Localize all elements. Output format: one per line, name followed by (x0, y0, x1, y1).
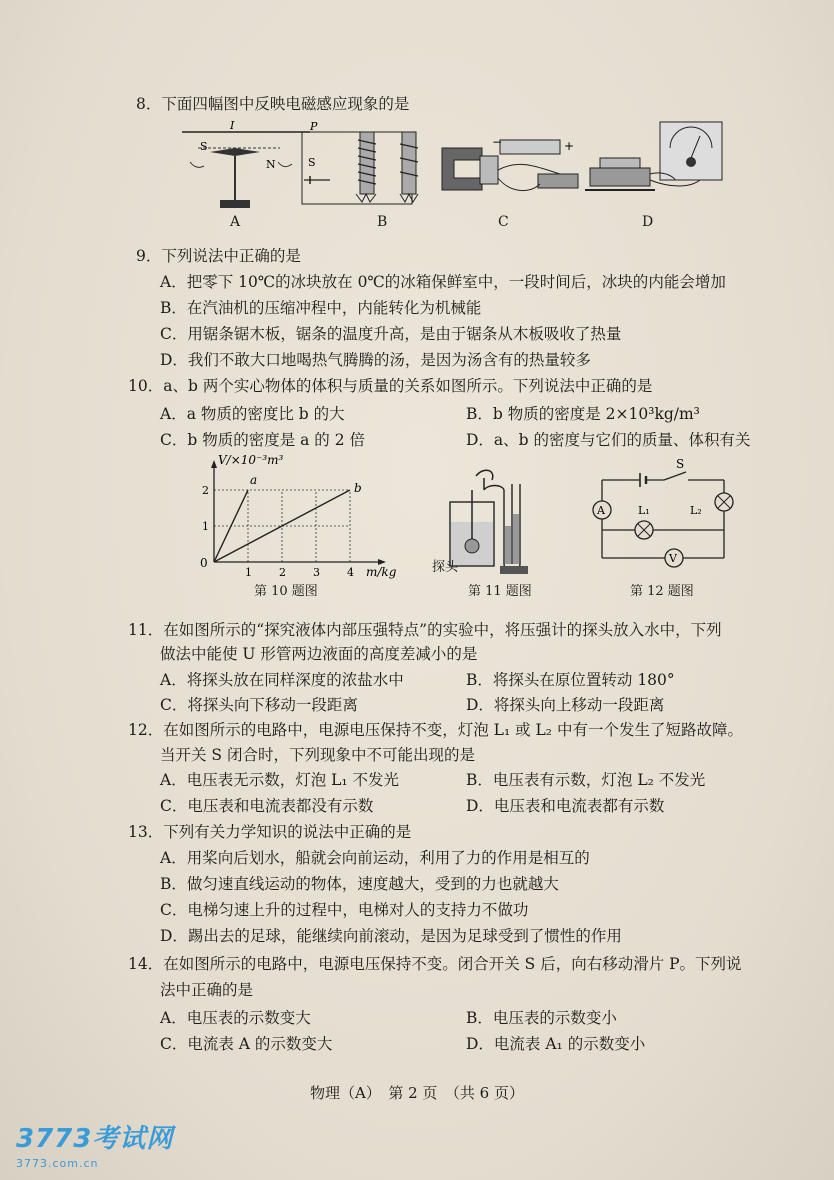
fig12-l1-label: L₁ (638, 504, 650, 517)
q12-option-c: C．电压表和电流表都没有示数 (160, 797, 374, 815)
q8-slider-p: P (310, 120, 318, 133)
fig12-lamp-l1 (635, 521, 653, 539)
fig10-series-label-a: a (250, 473, 258, 487)
svg-text:−: − (492, 135, 503, 149)
watermark-logo (16, 1118, 173, 1170)
q8-label-b: B (377, 214, 388, 230)
fig10-x-tick-label: 1 (245, 566, 252, 579)
fig10-y-axis-label: V/×10⁻³m³ (218, 453, 284, 467)
q8-stem: 8．下面四幅图中反映电磁感应现象的是 (136, 95, 410, 113)
fig12-caption: 第 12 题图 (630, 584, 694, 599)
q13-option-a: A．用桨向后划水，船就会向前运动，利用了力的作用是相互的 (160, 849, 590, 867)
q14-stem-line1: 14．在如图所示的电路中，电源电压保持不变。闭合开关 S 后，向右移动滑片 P。下列说 (128, 955, 742, 973)
q8-figures (180, 118, 740, 218)
q9-option-a: A．把零下 10℃的冰块放在 0℃的冰箱保鲜室中，一段时间后，冰块的内能会增加 (160, 273, 726, 291)
fig12-lamp-l2 (715, 493, 733, 511)
q13-option-d: D．踢出去的足球，能继续向前滚动，是因为足球受到了惯性的作用 (160, 927, 622, 945)
q10-option-b: B．b 物质的密度是 2×10³kg/m³ (466, 405, 700, 423)
q11-stem-line2: 做法中能使 U 形管两边液面的高度差减小的是 (160, 645, 478, 663)
q13-stem: 13．下列有关力学知识的说法中正确的是 (128, 823, 412, 841)
q14-option-b: B．电压表的示数变小 (466, 1009, 617, 1027)
q11-option-c: C．将探头向下移动一段距离 (160, 696, 358, 714)
q9-option-c: C．用锯条锯木板，锯条的温度升高，是由于锯条从木板吸收了热量 (160, 325, 622, 343)
q8-switch-s: S (308, 156, 316, 169)
watermark-url: 3773.com.cn (16, 1157, 99, 1170)
q10-option-c: C．b 物质的密度是 a 的 2 倍 (160, 431, 366, 449)
q14-stem-line2: 法中正确的是 (160, 981, 254, 999)
q11-stem-line1: 11．在如图所示的“探究液体内部压强特点”的实验中，将压强计的探头放入水中，下列 (128, 621, 722, 639)
fig12-voltmeter-label: V (669, 552, 677, 565)
q12-option-a: A．电压表无示数，灯泡 L₁ 不发光 (160, 771, 400, 789)
fig10-x-axis-label: m/kg (366, 565, 397, 579)
fig10-y-tick-label: 2 (202, 484, 209, 497)
fig12-l2-label: L₂ (690, 504, 702, 517)
fig11-caption: 第 11 题图 (468, 584, 532, 599)
q8-figure-a (182, 119, 310, 208)
q13-option-b: B．做匀速直线运动的物体，速度越大，受到的力也就越大 (160, 875, 559, 893)
fig10-tick-labels (202, 484, 354, 579)
q8-figure-b (302, 120, 418, 204)
svg-text:+: + (564, 139, 575, 153)
fig10-x-tick-label: 4 (347, 566, 354, 579)
q12-option-b: B．电压表有示数，灯泡 L₂ 不发光 (466, 771, 706, 789)
q8-figure-c (442, 135, 578, 191)
q8-label-d: D (642, 214, 654, 230)
q12-option-d: D．电压表和电流表都有示数 (466, 797, 665, 815)
q9-option-d: D．我们不敢大口地喝热气腾腾的汤，是因为汤含有的热量较多 (160, 351, 591, 369)
q10-option-a: A．a 物质的密度比 b 的大 (160, 405, 345, 423)
fig12-circuit (588, 456, 738, 580)
fig10-y-arrow (211, 460, 217, 468)
q11-option-a: A．将探头放在同样深度的浓盐水中 (160, 671, 404, 689)
q11-option-b: B．将探头在原位置转动 180° (466, 671, 675, 689)
q8-figure-d (585, 122, 722, 190)
fig10-caption: 第 10 题图 (254, 584, 318, 599)
page-footer: 物理（A） 第 2 页 （共 6 页） (310, 1084, 524, 1102)
fig10-series (214, 473, 362, 562)
fig11-probe-label: 探头 (432, 560, 459, 575)
q11-option-d: D．将探头向上移动一段距离 (466, 696, 665, 714)
fig12-switch-label: S (676, 457, 685, 471)
q9-option-b: B．在汽油机的压缩冲程中，内能转化为机械能 (160, 299, 482, 317)
q14-option-c: C．电流表 A 的示数变大 (160, 1035, 333, 1053)
q8-compass-n: N (266, 158, 276, 171)
q8-compass-s: S (200, 140, 208, 153)
q10-option-d: D．a、b 的密度与它们的质量、体积有关 (466, 431, 751, 449)
q10-stem: 10．a、b 两个实心物体的体积与质量的关系如图所示。下列说法中正确的是 (128, 377, 653, 395)
fig10-series-label-b: b (354, 481, 362, 495)
fig10-graph (190, 452, 400, 582)
q12-stem-line1: 12．在如图所示的电路中，电源电压保持不变，灯泡 L₁ 或 L₂ 中有一个发生了短路故障。 (128, 721, 743, 739)
fig10-y-tick-label: 1 (202, 520, 209, 533)
fig12-ammeter-label: A (597, 504, 605, 517)
q8-label-a: A (230, 214, 241, 230)
fig10-x-tick-label: 2 (279, 566, 286, 579)
q8-label-c: C (498, 214, 509, 230)
q8-current-label: I (230, 119, 235, 132)
q12-stem-line2: 当开关 S 闭合时，下列现象中不可能出现的是 (160, 746, 475, 764)
q13-option-c: C．电梯匀速上升的过程中，电梯对人的支持力不做功 (160, 901, 529, 919)
fig10-origin-label: 0 (200, 556, 208, 570)
fig10-x-tick-label: 3 (313, 566, 320, 579)
q9-stem: 9．下列说法中正确的是 (136, 247, 301, 265)
q14-option-a: A．电压表的示数变大 (160, 1009, 311, 1027)
q14-option-d: D．电流表 A₁ 的示数变小 (466, 1035, 646, 1053)
watermark-logo-text: 3773考试网 (16, 1124, 174, 1154)
